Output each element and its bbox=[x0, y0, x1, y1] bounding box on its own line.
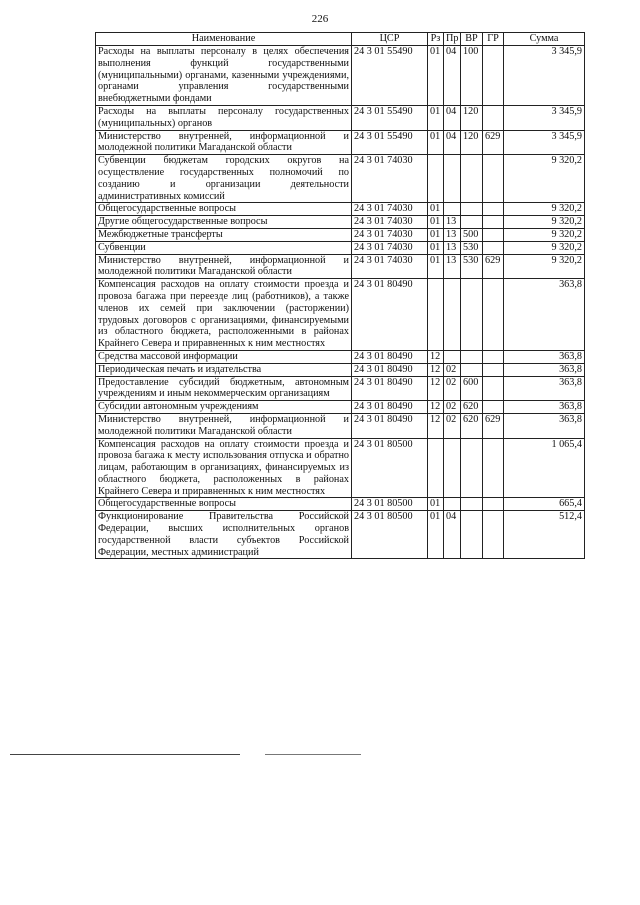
table-row bbox=[96, 376, 585, 401]
budget-table bbox=[95, 32, 585, 559]
cell-vr: 620 bbox=[461, 413, 483, 438]
cell-rz: 12 bbox=[428, 413, 444, 438]
cell-vr bbox=[461, 279, 483, 351]
footnote-divider bbox=[10, 754, 240, 755]
cell-name: Расходы на выплаты персоналу в целях обеспечения выполнения функций государственными (муниципальными) органами, казенными учреждениями, органами управления государственными внебюджетными фондами bbox=[96, 46, 352, 106]
cell-name: Периодическая печать и издательства bbox=[96, 363, 352, 376]
cell-csr: 24 3 01 80490 bbox=[352, 376, 428, 401]
cell-name: Субвенции бюджетам городских округов на осуществление государственных полномочий по созданию и организации деятельности административных комиссий bbox=[96, 155, 352, 203]
cell-pr: 02 bbox=[444, 401, 461, 414]
cell-vr bbox=[461, 216, 483, 229]
cell-gr bbox=[483, 363, 504, 376]
cell-pr: 02 bbox=[444, 413, 461, 438]
cell-sum: 3 345,9 bbox=[504, 46, 585, 106]
table-row bbox=[96, 438, 585, 498]
header-csr: ЦСР bbox=[352, 33, 428, 46]
header-vr: ВР bbox=[461, 33, 483, 46]
cell-gr bbox=[483, 228, 504, 241]
cell-name: Общегосударственные вопросы bbox=[96, 498, 352, 511]
cell-name: Министерство внутренней, информационной и молодежной политики Магаданской области bbox=[96, 413, 352, 438]
cell-pr: 04 bbox=[444, 511, 461, 559]
table-row bbox=[96, 511, 585, 559]
cell-rz: 01 bbox=[428, 46, 444, 106]
cell-name: Функционирование Правительства Российской Федерации, высших исполнительных органов государственной власти субъектов Российской Федерации, местных администраций bbox=[96, 511, 352, 559]
cell-gr: 629 bbox=[483, 130, 504, 155]
table-row bbox=[96, 130, 585, 155]
cell-sum: 363,8 bbox=[504, 401, 585, 414]
cell-pr bbox=[444, 203, 461, 216]
cell-gr bbox=[483, 511, 504, 559]
cell-vr bbox=[461, 511, 483, 559]
cell-gr bbox=[483, 155, 504, 203]
cell-vr: 530 bbox=[461, 241, 483, 254]
table-row bbox=[96, 155, 585, 203]
cell-csr: 24 3 01 74030 bbox=[352, 241, 428, 254]
cell-vr bbox=[461, 155, 483, 203]
header-rz: Рз bbox=[428, 33, 444, 46]
cell-gr bbox=[483, 350, 504, 363]
cell-csr: 24 3 01 80490 bbox=[352, 401, 428, 414]
table-row bbox=[96, 413, 585, 438]
cell-vr: 500 bbox=[461, 228, 483, 241]
cell-vr: 620 bbox=[461, 401, 483, 414]
table-row bbox=[96, 254, 585, 279]
cell-pr bbox=[444, 279, 461, 351]
cell-csr: 24 3 01 80490 bbox=[352, 279, 428, 351]
cell-vr: 100 bbox=[461, 46, 483, 106]
cell-csr: 24 3 01 80490 bbox=[352, 363, 428, 376]
table-row bbox=[96, 203, 585, 216]
table-row bbox=[96, 228, 585, 241]
cell-pr bbox=[444, 155, 461, 203]
cell-vr bbox=[461, 498, 483, 511]
cell-sum: 9 320,2 bbox=[504, 155, 585, 203]
cell-vr bbox=[461, 438, 483, 498]
footnote-divider-short bbox=[265, 754, 361, 755]
cell-gr bbox=[483, 438, 504, 498]
cell-sum: 9 320,2 bbox=[504, 241, 585, 254]
cell-vr: 120 bbox=[461, 105, 483, 130]
cell-vr: 530 bbox=[461, 254, 483, 279]
cell-gr bbox=[483, 376, 504, 401]
cell-sum: 665,4 bbox=[504, 498, 585, 511]
cell-pr: 04 bbox=[444, 130, 461, 155]
cell-rz: 01 bbox=[428, 203, 444, 216]
cell-rz: 01 bbox=[428, 241, 444, 254]
cell-pr: 04 bbox=[444, 46, 461, 106]
header-name: Наименование bbox=[96, 33, 352, 46]
cell-csr: 24 3 01 80490 bbox=[352, 413, 428, 438]
cell-gr bbox=[483, 401, 504, 414]
header-sum: Сумма bbox=[504, 33, 585, 46]
cell-name: Общегосударственные вопросы bbox=[96, 203, 352, 216]
cell-csr: 24 3 01 74030 bbox=[352, 228, 428, 241]
cell-sum: 363,8 bbox=[504, 376, 585, 401]
cell-sum: 363,8 bbox=[504, 363, 585, 376]
table-row bbox=[96, 241, 585, 254]
table-row bbox=[96, 498, 585, 511]
cell-name: Компенсация расходов на оплату стоимости проезда и провоза багажа при переезде лиц (работников), а также членов их семей при заключении (расторжении) трудовых договоров с организациями, финансируемыми из областного бюджета, расположенными в районах Крайнего Севера и приравненных к ним местностях bbox=[96, 279, 352, 351]
page-number: 226 bbox=[311, 13, 329, 25]
cell-csr: 24 3 01 74030 bbox=[352, 203, 428, 216]
table-row bbox=[96, 216, 585, 229]
cell-gr bbox=[483, 105, 504, 130]
cell-sum: 363,8 bbox=[504, 413, 585, 438]
cell-gr: 629 bbox=[483, 254, 504, 279]
cell-gr: 629 bbox=[483, 413, 504, 438]
cell-rz: 12 bbox=[428, 401, 444, 414]
cell-sum: 9 320,2 bbox=[504, 254, 585, 279]
cell-csr: 24 3 01 74030 bbox=[352, 155, 428, 203]
cell-csr: 24 3 01 80500 bbox=[352, 511, 428, 559]
cell-sum: 9 320,2 bbox=[504, 216, 585, 229]
cell-sum: 9 320,2 bbox=[504, 228, 585, 241]
cell-pr bbox=[444, 498, 461, 511]
cell-gr bbox=[483, 203, 504, 216]
cell-name: Другие общегосударственные вопросы bbox=[96, 216, 352, 229]
table-row bbox=[96, 401, 585, 414]
cell-gr bbox=[483, 498, 504, 511]
header-gr: ГР bbox=[483, 33, 504, 46]
cell-csr: 24 3 01 55490 bbox=[352, 130, 428, 155]
cell-pr: 13 bbox=[444, 216, 461, 229]
cell-pr bbox=[444, 350, 461, 363]
cell-sum: 363,8 bbox=[504, 279, 585, 351]
cell-rz bbox=[428, 438, 444, 498]
header-pr: Пр bbox=[444, 33, 461, 46]
cell-pr: 04 bbox=[444, 105, 461, 130]
table-row bbox=[96, 105, 585, 130]
cell-name: Министерство внутренней, информационной и молодежной политики Магаданской области bbox=[96, 254, 352, 279]
cell-rz: 12 bbox=[428, 376, 444, 401]
cell-rz bbox=[428, 279, 444, 351]
cell-pr: 13 bbox=[444, 228, 461, 241]
cell-name: Субсидии автономным учреждениям bbox=[96, 401, 352, 414]
cell-pr bbox=[444, 438, 461, 498]
cell-rz: 01 bbox=[428, 498, 444, 511]
cell-csr: 24 3 01 80490 bbox=[352, 350, 428, 363]
table-row bbox=[96, 350, 585, 363]
cell-rz: 01 bbox=[428, 511, 444, 559]
cell-name: Средства массовой информации bbox=[96, 350, 352, 363]
cell-name: Предоставление субсидий бюджетным, автономным учреждениям и иным некоммерческим организациям bbox=[96, 376, 352, 401]
cell-name: Компенсация расходов на оплату стоимости проезда и провоза багажа к месту использования отпуска и обратно лицам, работающим в организациях, финансируемых из областного бюджета, расположенных в районах Крайнего Севера и приравненных к ним местностях bbox=[96, 438, 352, 498]
cell-name: Расходы на выплаты персоналу государственных (муниципальных) органов bbox=[96, 105, 352, 130]
cell-sum: 363,8 bbox=[504, 350, 585, 363]
cell-rz: 01 bbox=[428, 130, 444, 155]
cell-rz: 12 bbox=[428, 363, 444, 376]
cell-vr bbox=[461, 350, 483, 363]
cell-csr: 24 3 01 80500 bbox=[352, 438, 428, 498]
cell-gr bbox=[483, 46, 504, 106]
cell-sum: 3 345,9 bbox=[504, 130, 585, 155]
cell-rz bbox=[428, 155, 444, 203]
table-row bbox=[96, 363, 585, 376]
cell-sum: 512,4 bbox=[504, 511, 585, 559]
cell-vr: 600 bbox=[461, 376, 483, 401]
cell-name: Министерство внутренней, информационной и молодежной политики Магаданской области bbox=[96, 130, 352, 155]
cell-csr: 24 3 01 55490 bbox=[352, 46, 428, 106]
cell-csr: 24 3 01 80500 bbox=[352, 498, 428, 511]
cell-rz: 12 bbox=[428, 350, 444, 363]
table-row bbox=[96, 279, 585, 351]
cell-rz: 01 bbox=[428, 254, 444, 279]
cell-pr: 02 bbox=[444, 363, 461, 376]
cell-csr: 24 3 01 55490 bbox=[352, 105, 428, 130]
cell-vr bbox=[461, 363, 483, 376]
cell-sum: 1 065,4 bbox=[504, 438, 585, 498]
cell-pr: 13 bbox=[444, 241, 461, 254]
cell-vr bbox=[461, 203, 483, 216]
cell-name: Межбюджетные трансферты bbox=[96, 228, 352, 241]
table-body bbox=[96, 46, 585, 559]
cell-rz: 01 bbox=[428, 216, 444, 229]
cell-sum: 9 320,2 bbox=[504, 203, 585, 216]
cell-pr: 02 bbox=[444, 376, 461, 401]
cell-gr bbox=[483, 279, 504, 351]
cell-name: Субвенции bbox=[96, 241, 352, 254]
cell-rz: 01 bbox=[428, 228, 444, 241]
cell-rz: 01 bbox=[428, 105, 444, 130]
cell-gr bbox=[483, 241, 504, 254]
cell-gr bbox=[483, 216, 504, 229]
table-header bbox=[96, 33, 585, 46]
cell-csr: 24 3 01 74030 bbox=[352, 216, 428, 229]
cell-vr: 120 bbox=[461, 130, 483, 155]
table-row bbox=[96, 46, 585, 106]
cell-csr: 24 3 01 74030 bbox=[352, 254, 428, 279]
cell-pr: 13 bbox=[444, 254, 461, 279]
cell-sum: 3 345,9 bbox=[504, 105, 585, 130]
